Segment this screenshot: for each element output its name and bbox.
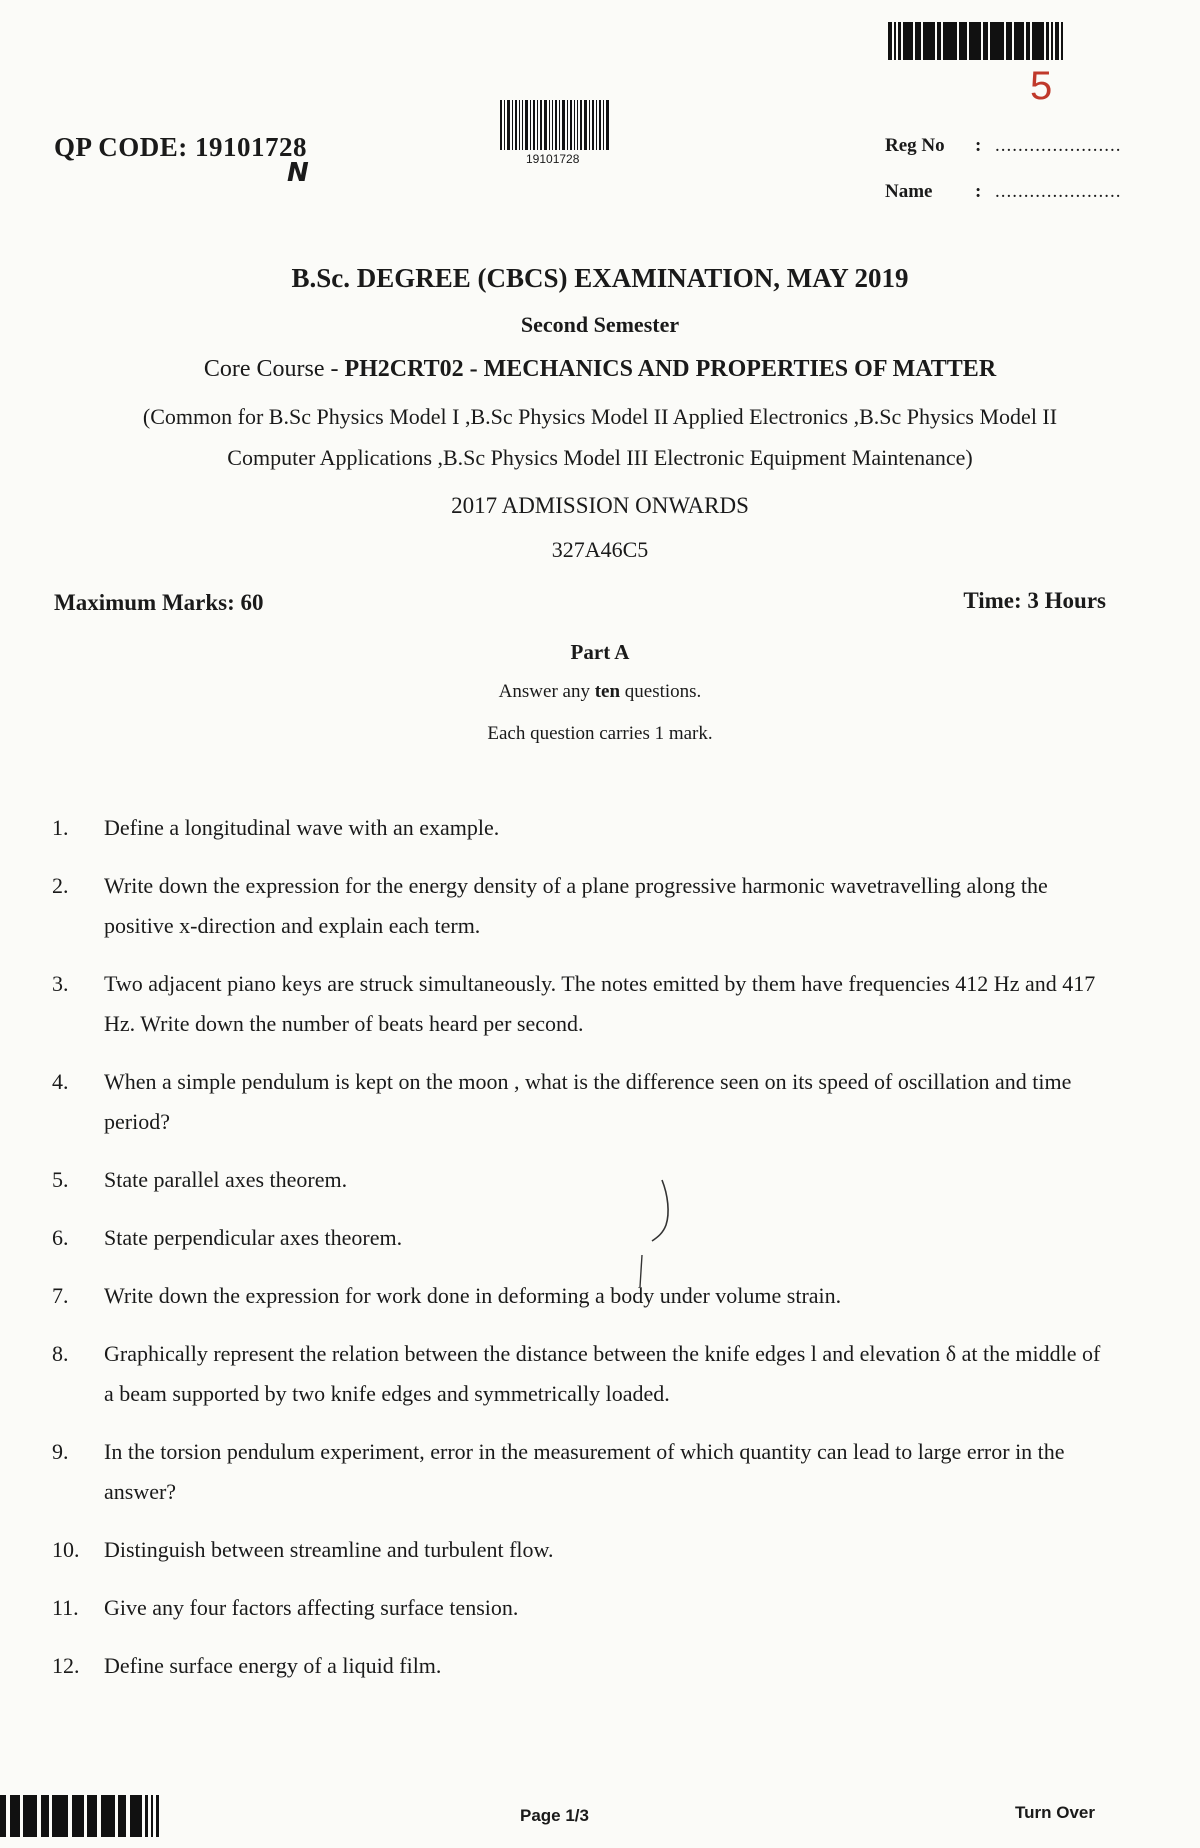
center-barcode (500, 100, 611, 150)
sheet-number: 5 (1030, 64, 1053, 108)
question-number: 12. (52, 1653, 80, 1678)
question-number: 2. (52, 873, 69, 898)
question-text: Two adjacent piano keys are struck simultaneously. The notes emitted by them have frequencies 412 Hz and 417 Hz. Write down the number of beats heard per second. (104, 971, 1096, 1036)
question-number: 9. (52, 1439, 69, 1464)
question-number: 5. (52, 1167, 69, 1192)
question-text: In the torsion pendulum experiment, error in the measurement of which quantity can lead to large error in the answer? (104, 1439, 1065, 1504)
question-number: 8. (52, 1341, 69, 1366)
question-item (52, 866, 1112, 946)
name-blank: ...................... (995, 181, 1122, 202)
question-item (52, 1530, 1112, 1570)
question-item (52, 1160, 1112, 1200)
question-text: Write down the expression for work done in deforming a body under volume strain. (104, 1283, 842, 1308)
question-text: Give any four factors affecting surface tension. (104, 1595, 519, 1620)
semester: Second Semester (520, 312, 680, 337)
question-item (52, 1588, 1112, 1628)
common-line-2: Computer Applications ,B.Sc Physics Model III Electronic Equipment Maintenance) (227, 445, 973, 470)
question-item (52, 1432, 1112, 1512)
pen-mark (630, 1175, 680, 1305)
name-field (885, 181, 1122, 203)
turn-over-label: Turn Over (1015, 1803, 1095, 1822)
paper-code: 327A46C5 (551, 537, 649, 562)
question-item (52, 1646, 1112, 1686)
question-text: State parallel axes theorem. (104, 1167, 348, 1192)
course-prefix: Core Course - (203, 356, 345, 382)
question-item (52, 808, 1112, 848)
course-line (0, 356, 1200, 383)
reg-no-label: Reg No (885, 135, 945, 156)
course-name: PH2CRT02 - MECHANICS AND PROPERTIES OF MATTER (344, 356, 997, 382)
question-item (52, 1218, 1112, 1258)
question-text: When a simple pendulum is kept on the moon , what is the difference seen on its speed of oscillation and time period? (104, 1069, 1072, 1134)
question-text: Define a longitudinal wave with an example. (104, 815, 500, 840)
exam-title: B.Sc. DEGREE (CBCS) EXAMINATION, MAY 2019 (291, 263, 909, 293)
bottom-left-barcode (0, 1795, 159, 1837)
reg-no-blank: ...................... (995, 135, 1122, 156)
instruction-post: questions. (620, 681, 702, 702)
question-number: 11. (52, 1595, 79, 1620)
question-item (52, 964, 1112, 1044)
reg-no-field (885, 135, 1122, 157)
question-text: Graphically represent the relation between the distance between the knife edges l and elevation δ at the middle of a beam supported by two knife edges and symmetrically loaded. (104, 1341, 1101, 1406)
question-text: Write down the expression for the energy density of a plane progressive harmonic wavetravelling along the positive x-direction and explain each term. (104, 873, 1048, 938)
question-item (52, 1062, 1112, 1142)
handwritten-mark: N (287, 158, 309, 188)
question-number: 3. (52, 971, 69, 996)
question-number: 1. (52, 815, 69, 840)
part-a-instruction (0, 681, 1200, 703)
part-a-marks-note: Each question carries 1 mark. (487, 723, 713, 744)
question-number: 7. (52, 1283, 69, 1308)
question-text: State perpendicular axes theorem. (104, 1225, 403, 1250)
question-number: 4. (52, 1069, 69, 1094)
question-number: 10. (52, 1537, 80, 1562)
question-text: Define surface energy of a liquid film. (104, 1653, 442, 1678)
name-label: Name (885, 181, 933, 202)
question-item (52, 1276, 1112, 1316)
instruction-pre: Answer any (498, 681, 595, 702)
instruction-bold: ten (594, 681, 621, 702)
question-number: 6. (52, 1225, 69, 1250)
time-duration: Time: 3 Hours (963, 588, 1106, 613)
page-number: Page 1/3 (520, 1806, 589, 1825)
top-right-barcode (888, 22, 1065, 60)
question-list (52, 808, 1112, 1686)
max-marks: Maximum Marks: 60 (54, 590, 264, 615)
common-line-1: (Common for B.Sc Physics Model I ,B.Sc Physics Model II Applied Electronics ,B.Sc Physics Model II (142, 404, 1058, 429)
reg-no-colon: : (975, 135, 982, 156)
admission-line: 2017 ADMISSION ONWARDS (451, 493, 749, 518)
part-a-title: Part A (570, 640, 630, 664)
barcode-number: 19101728 (526, 152, 580, 166)
question-text: Distinguish between streamline and turbulent flow. (104, 1537, 554, 1562)
qp-code: QP CODE: 19101728 (54, 132, 308, 162)
name-colon: : (975, 181, 982, 202)
question-item (52, 1334, 1112, 1414)
